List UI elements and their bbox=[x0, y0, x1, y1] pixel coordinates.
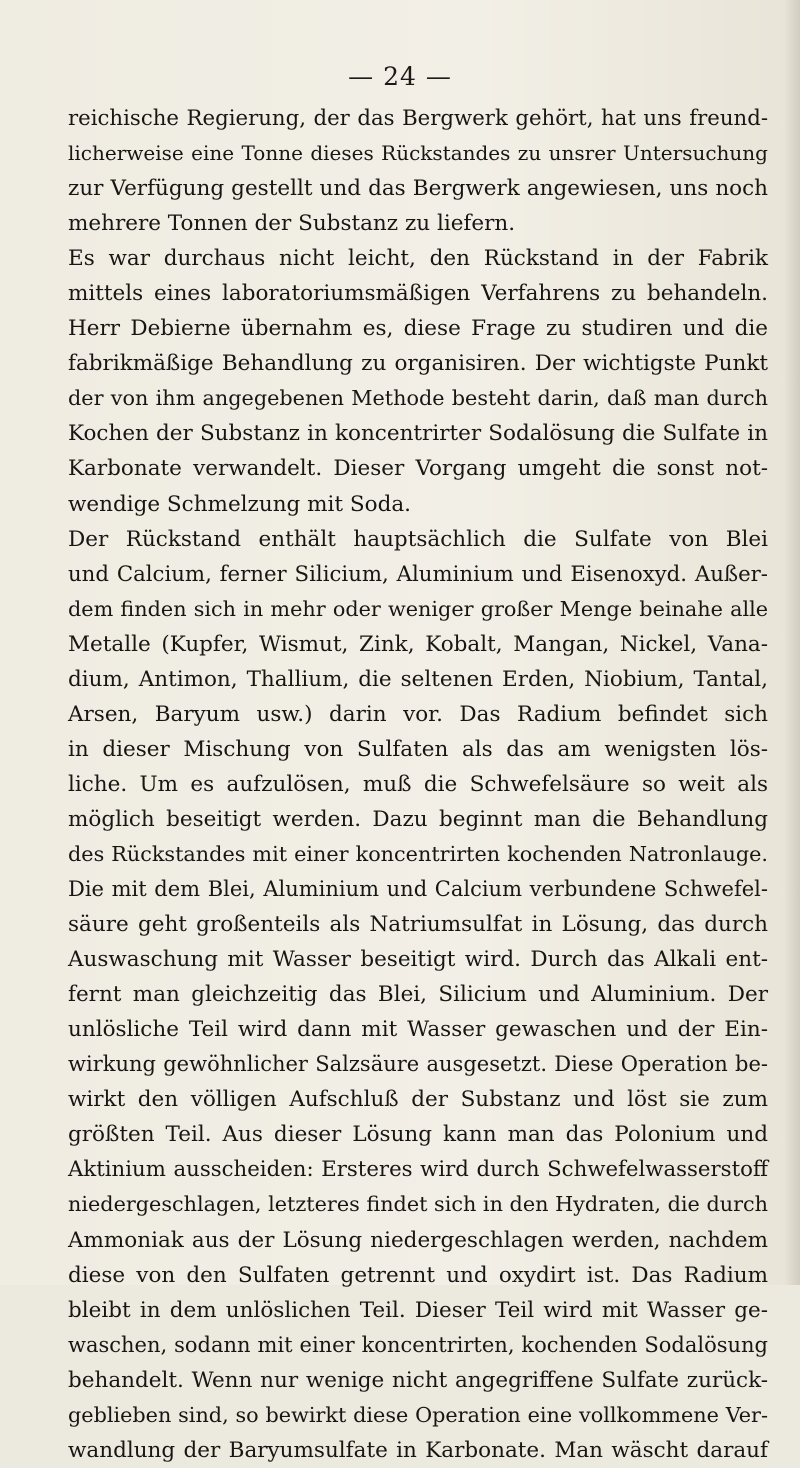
text-line-13: Der Rückstand enthält hauptsächlich die Sulfate von Blei bbox=[68, 526, 768, 552]
text-line-23: Die mit dem Blei, Aluminium und Calcium verbundene Schwefel- bbox=[68, 877, 768, 902]
text-line-11: Karbonate verwandelt. Dieser Vorgang umgeht die sonst not- bbox=[68, 456, 768, 482]
text-line-22: des Rückstandes mit einer koncentrirten kochenden Natronlauge. bbox=[68, 841, 768, 866]
text-line-38: geblieben sind, so bewirkt diese Operation eine vollkommene Ver- bbox=[68, 1402, 768, 1427]
text-line-37: behandelt. Wenn nur wenige nicht angegriffene Sulfate zurück- bbox=[68, 1367, 768, 1393]
text-line-33: Ammoniak aus der Lösung niedergeschlagen werden, nachdem bbox=[68, 1227, 768, 1253]
text-line-14: und Calcium, ferner Silicium, Aluminium und Eisenoxyd. Außer- bbox=[68, 561, 768, 587]
text-line-2: licherweise eine Tonne dieses Rückstandes zu unsrer Untersuchung bbox=[68, 141, 768, 166]
text-line-39: wandlung der Baryumsulfate in Karbonate. Man wäscht darauf bbox=[68, 1437, 768, 1463]
text-line-25: Auswaschung mit Wasser beseitigt wird. Durch das Alkali ent- bbox=[68, 947, 768, 973]
text-line-32: niedergeschlagen, letzteres findet sich in den Hydraten, die durch bbox=[68, 1192, 768, 1217]
text-line-27: unlösliche Teil wird dann mit Wasser gewaschen und der Ein- bbox=[68, 1017, 768, 1043]
text-line-31: Aktinium ausscheiden: Ersteres wird durch Schwefelwasserstoff bbox=[68, 1157, 768, 1183]
text-line-18: Arsen, Baryum usw.) darin vor. Das Radium befindet sich bbox=[68, 701, 768, 727]
text-line-8: fabrikmäßige Behandlung zu organisiren. Der wichtigste Punkt bbox=[68, 351, 768, 377]
text-line-34: diese von den Sulfaten getrennt und oxydirt ist. Das Radium bbox=[68, 1262, 768, 1288]
page-number: — 24 — bbox=[348, 62, 452, 91]
text-line-3: zur Verfügung gestellt und das Bergwerk angewiesen, uns noch bbox=[68, 176, 768, 202]
text-line-35: bleibt in dem unlöslichen Teil. Dieser Teil wird mit Wasser ge- bbox=[68, 1297, 768, 1323]
text-line-4: mehrere Tonnen der Substanz zu liefern. bbox=[68, 211, 516, 237]
text-line-6: mittels eines laboratoriumsmäßigen Verfahrens zu behandeln. bbox=[68, 281, 768, 307]
page-edge-shadow bbox=[784, 0, 800, 1285]
text-line-24: säure geht großenteils als Natriumsulfat in Lösung, das durch bbox=[68, 912, 768, 938]
text-line-16: Metalle (Kupfer, Wismut, Zink, Kobalt, Mangan, Nickel, Vana- bbox=[68, 631, 768, 657]
text-line-17: dium, Antimon, Thallium, die seltenen Erden, Niobium, Tantal, bbox=[68, 666, 768, 692]
text-line-30: größten Teil. Aus dieser Lösung kann man das Polonium und bbox=[68, 1122, 768, 1148]
text-line-26: fernt man gleichzeitig das Blei, Silicium und Aluminium. Der bbox=[68, 982, 768, 1008]
text-line-10: Kochen der Substanz in koncentrirter Sodalösung die Sulfate in bbox=[68, 421, 768, 447]
text-line-21: möglich beseitigt werden. Dazu beginnt man die Behandlung bbox=[68, 806, 768, 832]
text-line-36: waschen, sodann mit einer koncentrirten, kochenden Sodalösung bbox=[68, 1332, 768, 1357]
text-line-28: wirkung gewöhnlicher Salzsäure ausgesetzt. Diese Operation be- bbox=[68, 1052, 768, 1077]
text-line-9: der von ihm angegebenen Methode besteht darin, daß man durch bbox=[68, 386, 768, 411]
text-line-29: wirkt den völligen Aufschluß der Substanz und löst sie zum bbox=[68, 1087, 768, 1113]
text-line-19: in dieser Mischung von Sulfaten als das am wenigsten lös- bbox=[68, 736, 768, 762]
text-line-1: reichische Regierung, der das Bergwerk gehört, hat uns freund- bbox=[68, 106, 768, 131]
text-line-7: Herr Debierne übernahm es, diese Frage zu studiren und die bbox=[68, 316, 768, 342]
text-line-15: dem finden sich in mehr oder weniger großer Menge beinahe alle bbox=[68, 596, 768, 621]
text-line-12: wendige Schmelzung mit Soda. bbox=[68, 491, 411, 517]
text-line-5: Es war durchaus nicht leicht, den Rückstand in der Fabrik bbox=[68, 246, 768, 272]
text-line-20: liche. Um es aufzulösen, muß die Schwefelsäure so weit als bbox=[68, 771, 768, 797]
body-text bbox=[68, 101, 768, 1468]
